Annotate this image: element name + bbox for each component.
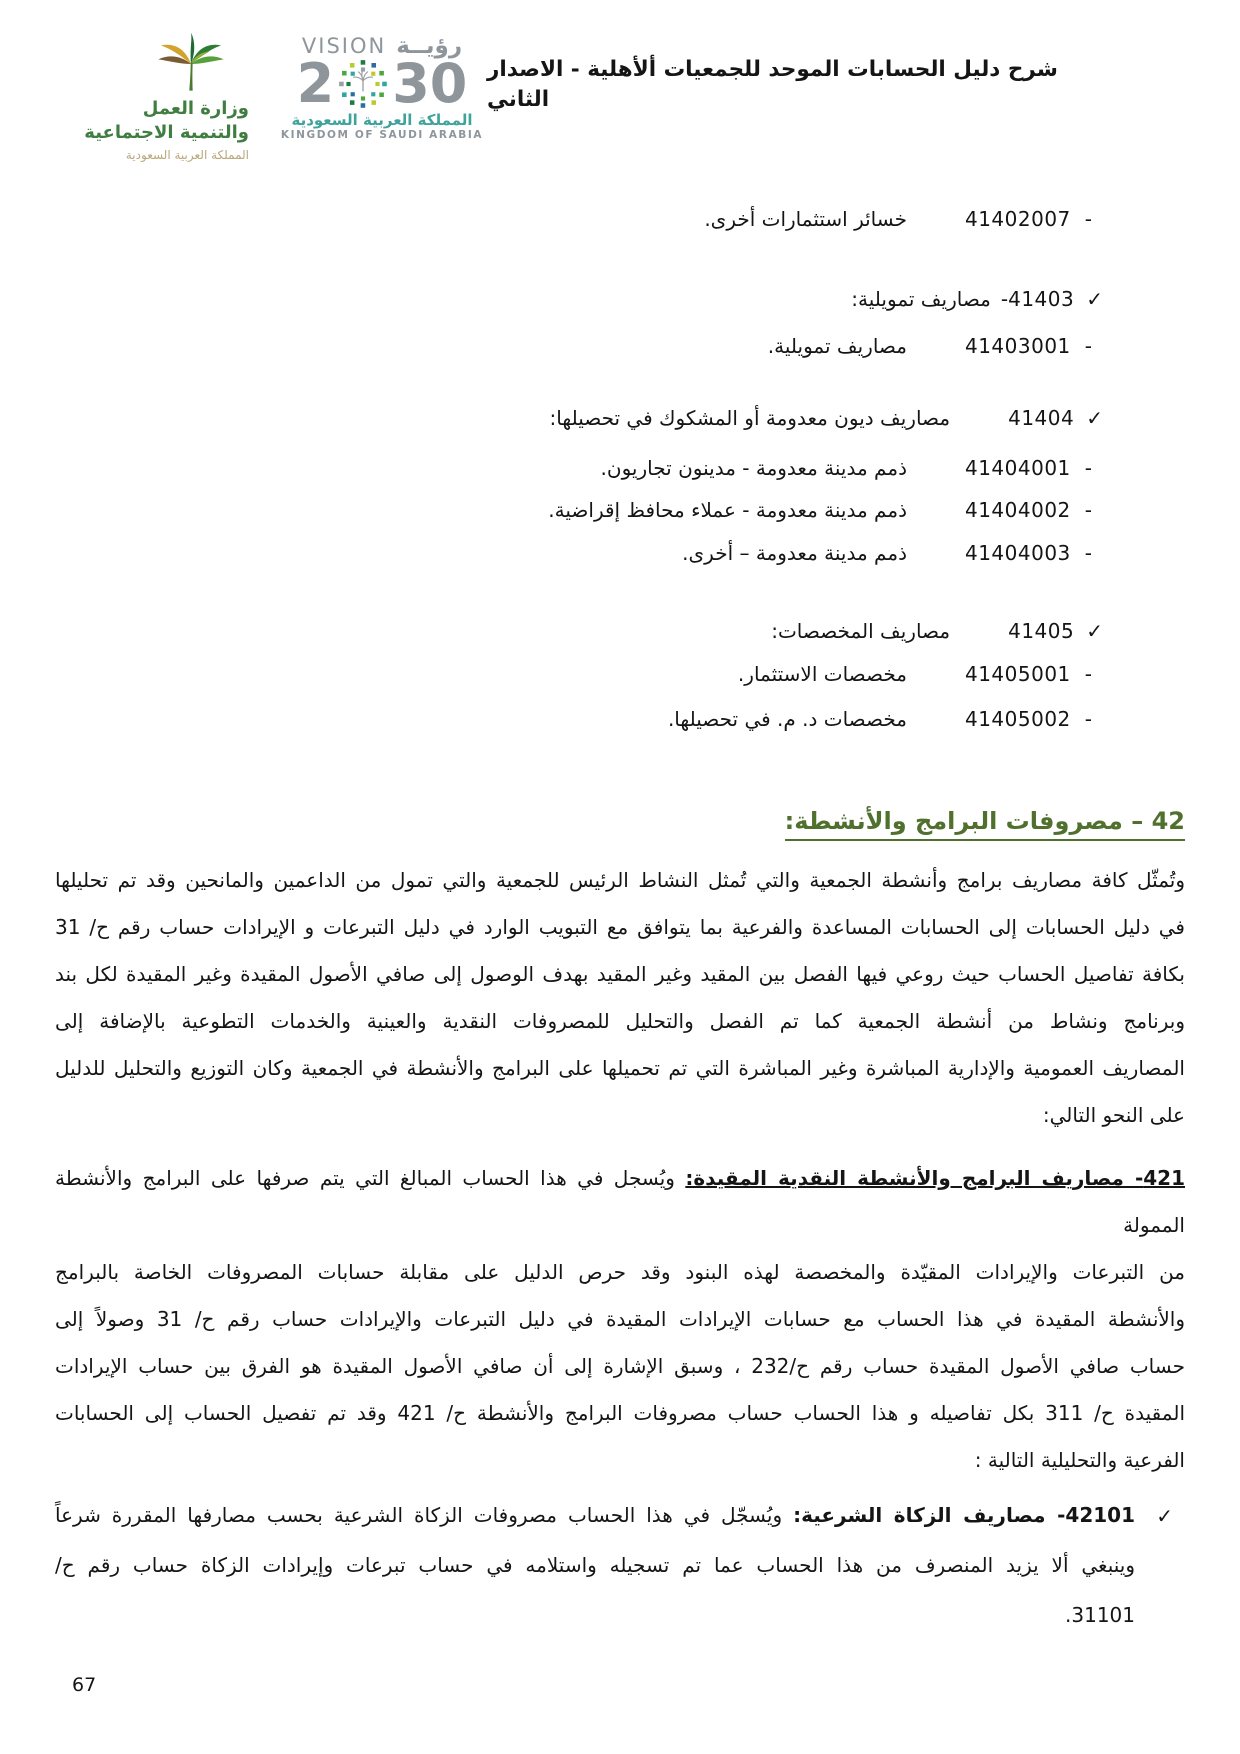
vision-country-en: KINGDOM OF SAUDI ARABIA <box>280 129 484 141</box>
account-code: 41403 <box>1008 287 1075 311</box>
paragraph-line: على النحو التالي: <box>1042 1103 1185 1127</box>
section-heading-42 <box>55 807 1185 841</box>
dash-marker: - <box>1084 456 1092 480</box>
account-row <box>55 406 1185 440</box>
dash-marker: - <box>1084 498 1092 522</box>
account-code: 41404 <box>1008 406 1075 430</box>
account-row <box>55 334 1185 368</box>
account-label: ذمم مدينة معدومة - مدينون تجاريون. <box>600 456 907 480</box>
account-label: مخصصات الاستثمار. <box>737 662 907 686</box>
account-label: مصاريف تمويلية: <box>851 287 991 311</box>
section-421-paragraph <box>55 1155 1185 1484</box>
account-row <box>55 541 1185 575</box>
vision-2030-emblem-icon <box>334 55 392 113</box>
vision-digit-2: 2 <box>296 52 335 115</box>
vision-country-ar: المملكة العربية السعودية <box>291 111 473 129</box>
paragraph-line: حساب صافي الأصول المقيدة حساب رقم ح/232 ، وسبق الإشارة إلى أن صافي الأصول المقيدة هو الفرق بين حساب الإيرادات <box>55 1354 1185 1378</box>
account-label: مصاريف ديون معدومة أو المشكوك في تحصيلها: <box>549 406 951 430</box>
ministry-name-line1: وزارة العمل <box>142 98 249 119</box>
section-42101-lead-rest: ويُسجّل في هذا الحساب مصروفات الزكاة الشرعية بحسب مصارفها المقررة شرعاً <box>55 1503 794 1527</box>
account-row <box>55 287 1185 321</box>
document-title: شرح دليل الحسابات الموحد للجمعيات ألأهلية - الاصدار الثاني <box>487 57 1058 112</box>
paragraph-line: والأنشطة المقيدة في هذا الحساب مع حسابات الإيرادات المقيدة في دليل التبرعات والإيرادات حساب رقم ح/ 31 وصولاً إلى <box>55 1307 1186 1331</box>
paragraph-line: وتُمثّل كافة مصاريف برامج وأنشطة الجمعية والتي تُمثل النشاط الرئيس للجمعية والتي تمول من الداعمين والمانحين وقد تم تحليلها <box>55 868 1185 892</box>
account-code: 41402007 <box>964 207 1071 231</box>
section-42-paragraph <box>55 857 1185 1139</box>
account-code: 41405 <box>1008 619 1075 643</box>
check-icon: ✓ <box>1086 287 1103 311</box>
vision-2030-logo <box>277 25 487 141</box>
account-code: 41404003 <box>964 541 1071 565</box>
ministry-country-line: المملكة العربية السعودية <box>125 148 249 162</box>
page-number: 67 <box>72 1674 97 1696</box>
account-code: 41404001 <box>964 456 1071 480</box>
paragraph-line: بكافة تفاصيل الحساب حيث روعي فيها الفصل بين المقيد وغير المقيد بهدف الوصول إلى صافي الأصول المقيدة وغير المقيدة لكل بند <box>55 962 1185 986</box>
check-icon: ✓ <box>1086 406 1103 430</box>
account-code: 41405002 <box>964 707 1071 731</box>
section-421-lead-rest: ويُسجل في هذا الحساب المبالغ التي يتم صرفها على البرامج والأنشطة الممولة <box>55 1166 1185 1237</box>
account-row <box>55 207 1185 241</box>
paragraph-line: وينبغي ألا يزيد المنصرف من هذا الحساب عما تم تسجيله واستلامه في حساب تبرعات وإيرادات الزكاة حساب رقم ح/ <box>55 1553 1135 1577</box>
dash-marker: - <box>1084 334 1092 358</box>
account-code: 41404002 <box>964 498 1071 522</box>
page-header <box>55 25 1185 175</box>
account-row <box>55 456 1185 490</box>
paragraph-line <box>55 1155 1185 1249</box>
dash-marker: - <box>1084 662 1092 686</box>
paragraph-line: في دليل الحسابات إلى الحسابات المساعدة والفرعية بما يتوافق مع التبويب الوارد في دليل التبرعات و الإيرادات حساب رقم ح/ 31 <box>55 915 1185 939</box>
check-icon: ✓ <box>1086 619 1103 643</box>
account-list <box>55 207 1185 741</box>
account-row <box>55 662 1185 696</box>
paragraph-line: وبرنامج ونشاط من أنشطة الجمعية كما تم الفصل والتحليل للمصروفات النقدية والعينية والخدمات التطوعية بالإضافة إلى <box>55 1009 1185 1033</box>
account-label: ذمم مدينة معدومة - عملاء محافظ إقراضية. <box>548 498 907 522</box>
paragraph-line: المصاريف العمومية والإدارية المباشرة وغير المباشرة التي تم تحميلها على البرامج والأنشطة في الجمعية وكان التوزيع والتحليل للدليل <box>55 1056 1185 1080</box>
paragraph-line: من التبرعات والإيرادات المقيّدة والمخصصة لهذه البنود وقد حرص الدليل على مقابلة حسابات المصروفات الخاصة بالبرامج <box>55 1260 1185 1284</box>
section-42101-block <box>55 1490 1185 1640</box>
ministry-name-line2: والتنمية الاجتماعية <box>84 122 249 143</box>
section-heading-text: 42 – مصروفات البرامج والأنشطة: <box>785 807 1185 841</box>
account-label: خسائر استثمارات أخرى. <box>704 207 907 231</box>
ministry-logo <box>55 25 249 162</box>
dash-marker: - <box>1084 207 1092 231</box>
account-code-hyphen: - <box>1000 287 1009 311</box>
account-label: ذمم مدينة معدومة – أخرى. <box>682 541 907 565</box>
vision-en-text: VISION <box>301 34 387 58</box>
account-label: مصاريف المخصصات: <box>771 619 951 643</box>
account-row <box>55 498 1185 532</box>
dash-marker: - <box>1084 541 1092 565</box>
vision-digit-30: 30 <box>392 52 468 115</box>
account-code: 41405001 <box>964 662 1071 686</box>
section-42101-lead: 42101- مصاريف الزكاة الشرعية: <box>793 1503 1136 1527</box>
check-icon: ✓ <box>1156 1504 1173 1528</box>
account-row <box>55 707 1185 741</box>
account-row <box>55 619 1185 653</box>
palm-tree-icon <box>151 25 231 97</box>
section-421-lead: 421- مصاريف البرامج والأنشطة النقدية المقيدة: <box>685 1166 1186 1190</box>
paragraph-line: 31101. <box>1065 1603 1135 1627</box>
vision-2030-number <box>277 52 487 115</box>
account-label: مخصصات د. م. في تحصيلها. <box>667 707 907 731</box>
paragraph-line: الفرعية والتحليلية التالية : <box>974 1448 1185 1472</box>
paragraph-line <box>55 1490 1135 1540</box>
vision-ar-text: رؤيــة <box>396 33 463 59</box>
account-code: 41403001 <box>964 334 1071 358</box>
paragraph-line: المقيدة ح/ 311 بكل تفاصيله و هذا الحساب حساب مصروفات البرامج والأنشطة ح/ 421 وقد تم تفصيل الحساب إلى الحسابات <box>55 1401 1185 1425</box>
dash-marker: - <box>1084 707 1092 731</box>
account-label: مصاريف تمويلية. <box>767 334 907 358</box>
